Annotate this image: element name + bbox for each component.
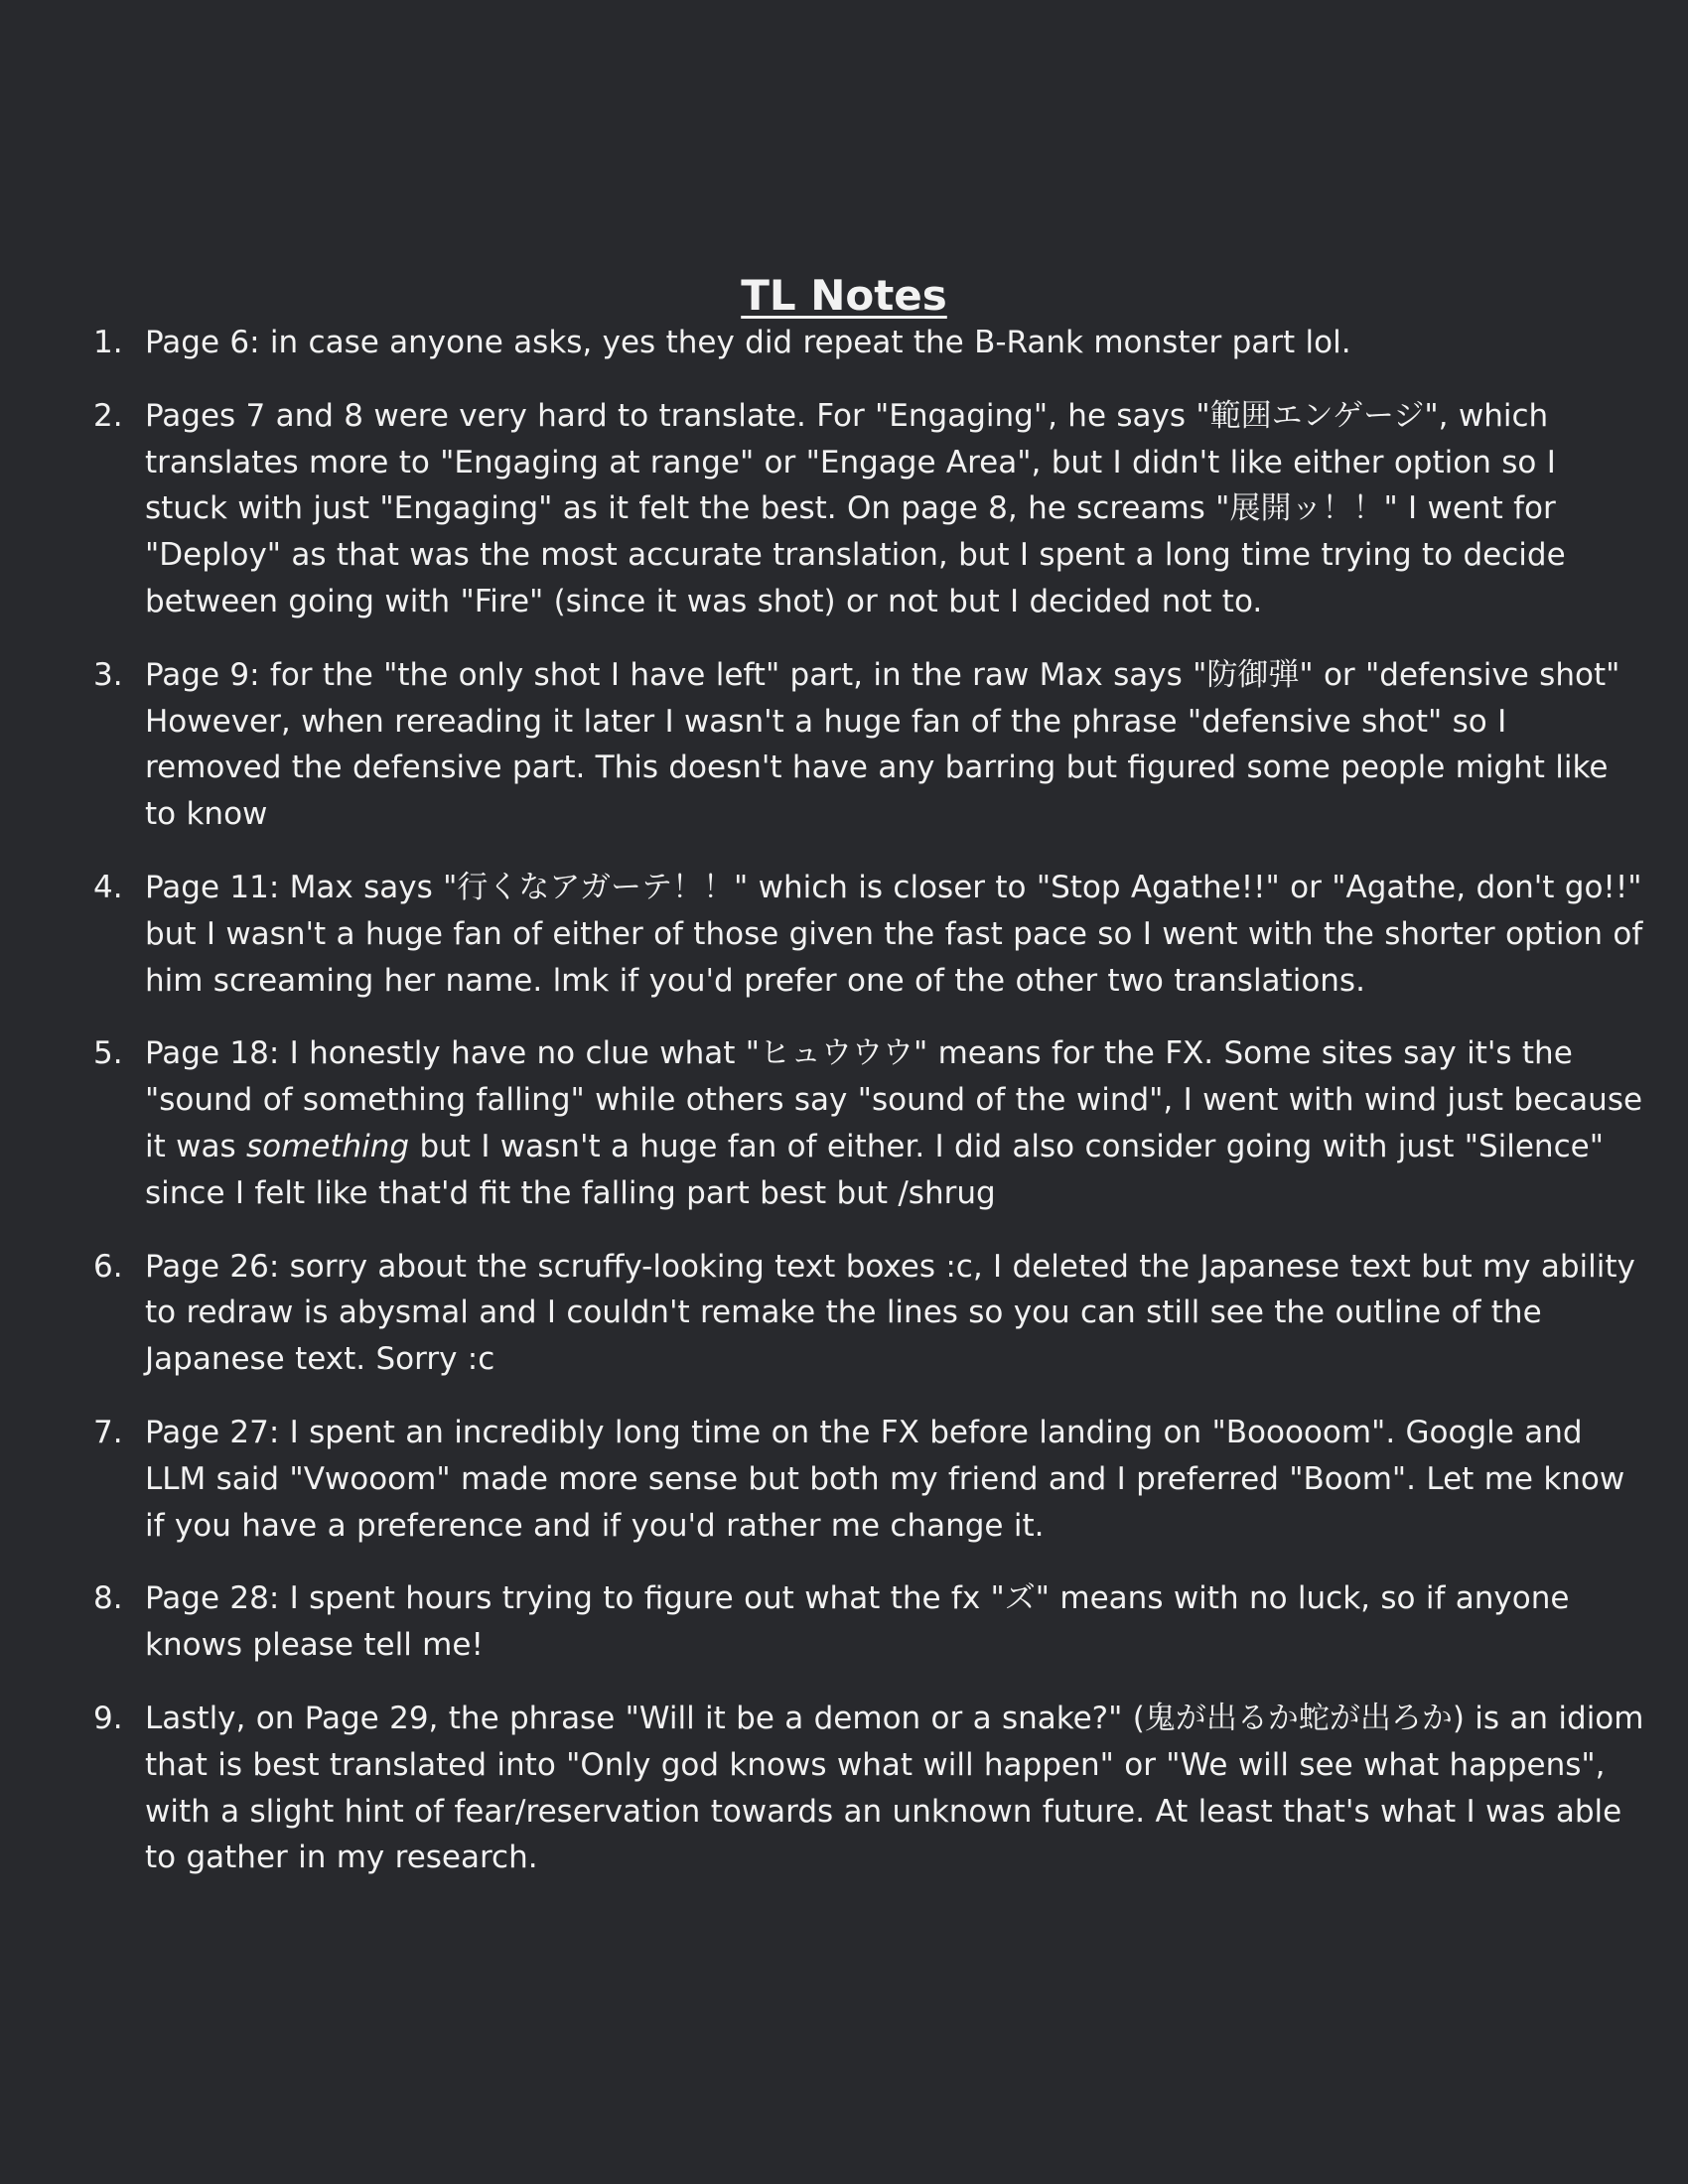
list-item bbox=[0, 1244, 1688, 1383]
page-title: TL Notes bbox=[741, 271, 947, 320]
list-item bbox=[0, 652, 1688, 838]
list-item bbox=[0, 865, 1688, 1004]
note-number: 3. bbox=[93, 656, 123, 693]
note-number: 8. bbox=[93, 1580, 123, 1617]
note-number: 2. bbox=[93, 397, 123, 434]
note-number: 9. bbox=[93, 1700, 123, 1736]
note-number: 1. bbox=[93, 325, 123, 360]
note-text-after: but I wasn't a huge fan of either. I did also consider going with just "Silence" since I felt like that'd fit the falling part best but /shrug bbox=[145, 1128, 1604, 1211]
list-item bbox=[0, 1696, 1688, 1881]
note-text: Page 27: I spent an incredibly long time on the FX before landing on "Booooom". Google and LLM said "Vwooom" made more sense but both my friend and I preferred "Boom". Let me know if you have a preference and if you'd rather me change it. bbox=[145, 1414, 1625, 1544]
list-item bbox=[0, 320, 1688, 366]
list-item bbox=[0, 1030, 1688, 1216]
note-text bbox=[145, 1035, 1642, 1210]
note-number: 7. bbox=[93, 1414, 123, 1450]
notes-list bbox=[0, 320, 1688, 1908]
note-text-emphasis: something bbox=[245, 1128, 410, 1164]
note-text: Page 6: in case anyone asks, yes they did repeat the B-Rank monster part lol. bbox=[145, 325, 1351, 360]
note-text: Pages 7 and 8 were very hard to translate. For "Engaging", he says "範囲エンゲージ", which translates more to "Engaging at range" or "Engage Area", but I didn't like either option so I stuck with just "Engaging" as it felt the best. On page 8, he screams "展開ッ！！" I went for "Deploy" as that was the most accurate translation, but I spent a long time trying to decide between going with "Fire" (since it was shot) or not but I decided not to. bbox=[145, 397, 1566, 619]
note-text: Page 26: sorry about the scruffy-looking text boxes :c, I deleted the Japanese text but my ability to redraw is abysmal and I couldn't remake the lines so you can still see the outline of the Japanese text. Sorry :c bbox=[145, 1248, 1635, 1378]
list-item bbox=[0, 1410, 1688, 1549]
note-text-before: Page 18: I honestly have no clue what "ヒュウウウ" means for the FX. Some sites say it's the "sound of something falling" while others say "sound of the wind", I went with wind just because it was bbox=[145, 1035, 1643, 1164]
note-text: Page 28: I spent hours trying to figure out what the fx "ズ" means with no luck, so if anyone knows please tell me! bbox=[145, 1580, 1570, 1664]
note-text: Page 9: for the "the only shot I have left" part, in the raw Max says "防御弾" or "defensive shot" However, when rereading it later I wasn't a huge fan of the phrase "defensive shot" so I removed the defensive part. This doesn't have any barring but figured some people might like to know bbox=[145, 656, 1620, 833]
note-number: 6. bbox=[93, 1248, 123, 1285]
note-text: Page 11: Max says "行くなアガーテ！！" which is closer to "Stop Agathe!!" or "Agathe, don't go!!" but I wasn't a huge fan of either of those given the fast pace so I went with the shorter option of him screaming her name. lmk if you'd prefer one of the other two translations. bbox=[145, 869, 1643, 999]
list-item bbox=[0, 393, 1688, 625]
note-text: Lastly, on Page 29, the phrase "Will it be a demon or a snake?" (鬼が出るか蛇が出ろか) is an idiom that is best translated into "Only god knows what will happen" or "We will see what happens", with a slight hint of fear/reservation towards an unknown future. At least that's what I was able to gather in my research. bbox=[145, 1700, 1644, 1876]
list-item bbox=[0, 1575, 1688, 1669]
note-number: 5. bbox=[93, 1035, 123, 1072]
note-number: 4. bbox=[93, 869, 123, 905]
